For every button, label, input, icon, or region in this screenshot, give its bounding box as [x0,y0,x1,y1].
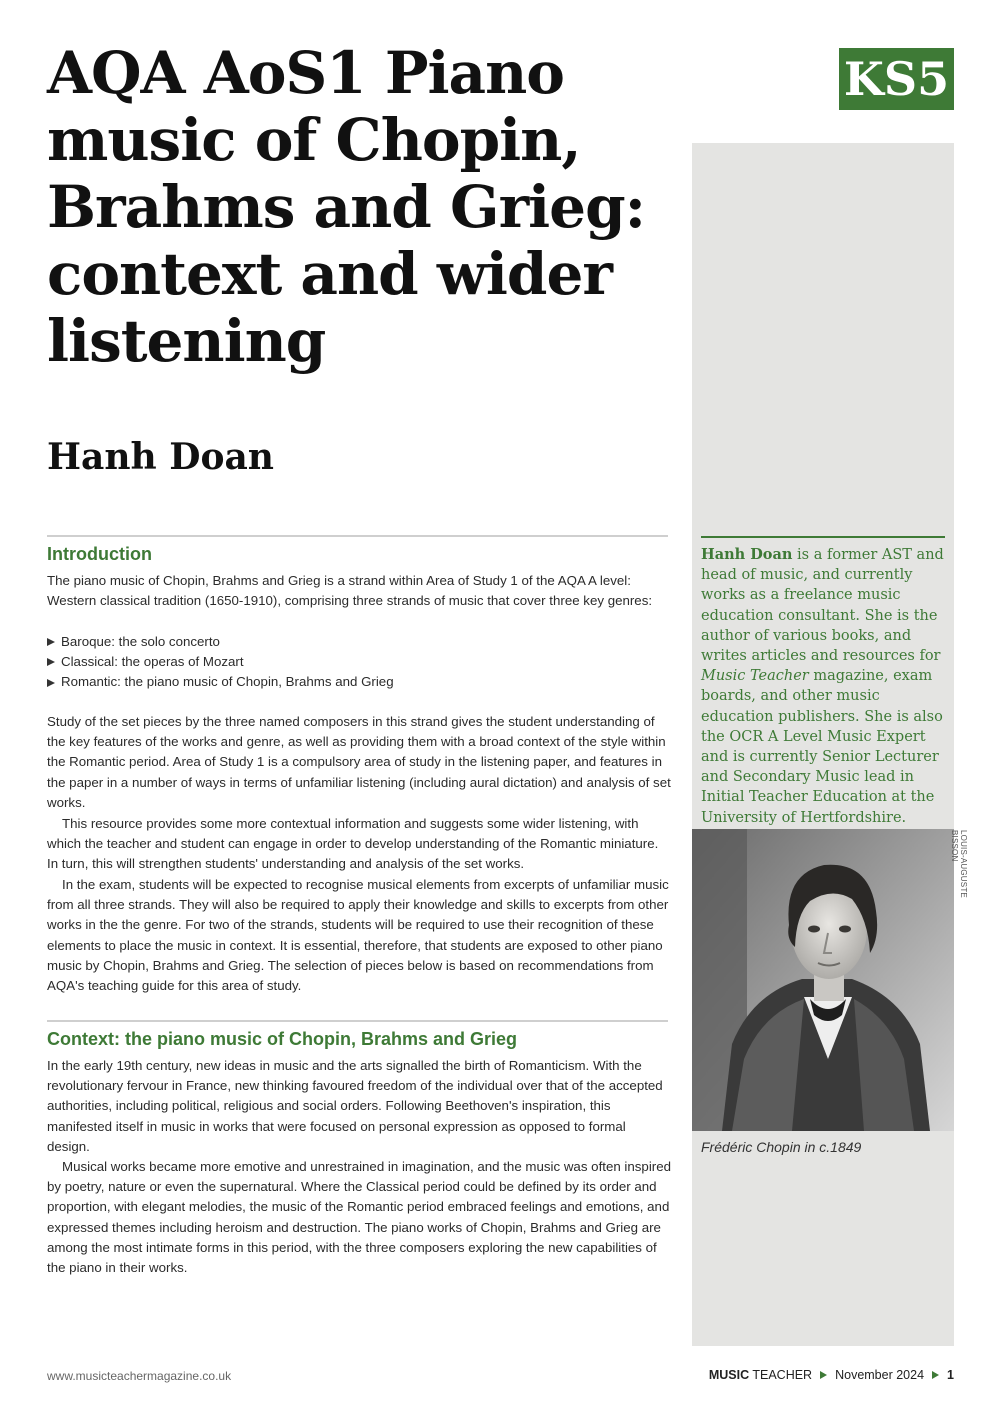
footer-arrow-icon [820,1371,827,1379]
bio-magazine-name: Music Teacher [701,668,809,685]
section-divider [47,1020,668,1022]
context-heading: Context: the piano music of Chopin, Brahms and Grieg [47,1029,518,1049]
photo-caption: Frédéric Chopin in c.1849 [701,1139,862,1155]
bio-text-2: magazine, exam boards, and other music education publishers. She is also the OCR A Level Music Expert and is currently Senior Lecturer and Secondary Music lead in Initial Teacher Education at the University of Hertfordshire. [701,668,943,826]
footer-brand: MUSIC TEACHER [708,1368,813,1382]
key-stage-badge: KS5 [839,48,954,110]
footer-issue-date: November 2024 [835,1368,925,1382]
introduction-paragraph-3: This resource provides some more contextual information and suggests some wider listening, with which the teacher and student can engage in order to develop understanding of the Romantic miniature. In turn, this will strengthen students' understanding and analysis of the set works. [47,816,659,872]
introduction-paragraph-2: Study of the set pieces by the three named composers in this strand gives the student understanding of the key features of the works and genre, as well as providing them with a broad context of the style within the Romantic period. Area of Study 1 is a compulsory area of study in the listening paper, and features in the paper in a number of ways in terms of unfamiliar listening (including aural dictation) and analysis of set works. [47,714,671,810]
author-name: Hanh Doan [47,436,274,478]
introduction-paragraph-1: The piano music of Chopin, Brahms and Grieg is a strand within Area of Study 1 of the AQA A level: Western classical tradition (1650-1910), comprising three strands of music that cover three key genres: [47,573,653,609]
page-title: AQA AoS1 Piano music of Chopin, Brahms and Grieg: context and wider listening [47,39,646,375]
genre-list [47,632,394,693]
chopin-portrait-image [692,829,954,1131]
list-item: Romantic: the piano music of Chopin, Brahms and Grieg [47,672,394,692]
sidebar-divider [701,536,945,538]
photo-credit: LOUIS-AUGUSTE BISSON [950,830,968,898]
context-paragraph-1: In the early 19th century, new ideas in music and the arts signalled the birth of Romanticism. With the revolutionary fervour in France, new thinking favoured freedom of the individual over that of the accepted authorities, including political, religious and social orders. Following Beethoven's inspiration, this manifested itself in music in works that were focused on personal expression as opposed to formal design. [47,1058,663,1154]
introduction-paragraph-4: In the exam, students will be expected to recognise musical elements from excerpts of unfamiliar music from all three strands. They will also be required to apply their knowledge and skills to excerpts from other works in the the genre. For two of the strands, students will be required to use their recognition of these elements to place the music in context. It is essential, therefore, that students are exposed to other piano music by Chopin, Brahms and Grieg. The selection of pieces below is based on recommendations from AQA's teaching guide for this area of study. [47,877,669,994]
footer-website-link[interactable]: www.musicteachermagazine.co.uk [47,1369,232,1383]
bio-text-1: is a former AST and head of music, and currently works as a freelance music education consultant. She is the author of various books, and writes articles and resources for [701,547,944,665]
page-number: 1 [947,1368,954,1382]
list-item: Classical: the operas of Mozart [47,652,394,672]
bio-author-name: Hanh Doan [701,546,793,563]
footer-publication-info [709,1368,954,1382]
footer-arrow-icon [932,1371,939,1379]
introduction-heading: Introduction [47,544,152,564]
section-divider [47,535,668,537]
bullet-arrow-icon [47,679,55,687]
context-paragraph-2: Musical works became more emotive and unrestrained in imagination, and the music was often inspired by poetry, nature or even the supernatural. Where the Classical period could be defined by its order and proportion, with elegant melodies, the music of the Romantic period embraced feelings and emotions, and expressed themes including heroism and destruction. The piano works of Chopin, Brahms and Grieg are among the most intimate forms in this period, with the three composers exploring the new capabilities of the piano in their works. [47,1159,672,1276]
author-bio [701,545,951,828]
bullet-arrow-icon [47,638,55,646]
list-item: Baroque: the solo concerto [47,632,394,652]
bullet-arrow-icon [47,658,55,666]
portrait-illustration [692,829,954,1131]
